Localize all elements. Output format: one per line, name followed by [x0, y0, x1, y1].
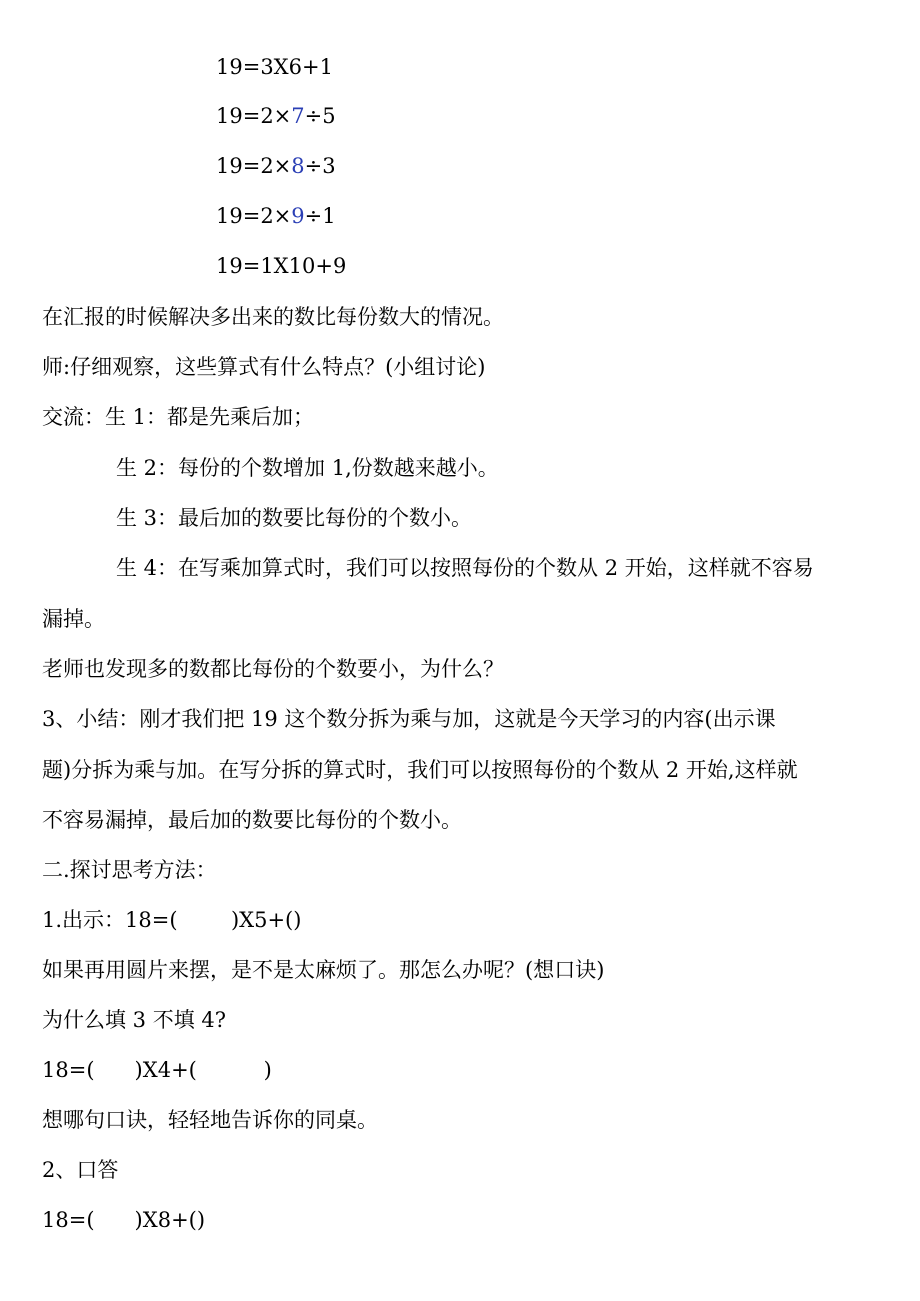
paragraph-line: 如果再用圆片来摆，是不是太麻烦了。那怎么办呢？(想口诀): [42, 958, 605, 982]
paragraph-line: 生 2：每份的个数增加 1,份数越来越小。: [116, 456, 499, 480]
equation-text: ÷3: [304, 154, 336, 178]
paragraph-line: 为什么填 3 不填 4?: [42, 1008, 227, 1032]
equation-text: ÷1: [304, 204, 336, 228]
equation-text: 19=2×: [216, 154, 292, 178]
paragraph-line: 生 3：最后加的数要比每份的个数小。: [116, 506, 473, 530]
equation-highlight: 8: [291, 154, 305, 178]
equation-1: [216, 55, 333, 79]
equation-highlight: 7: [291, 104, 305, 128]
paragraph-line: 想哪句口诀，轻轻地告诉你的同桌。: [42, 1108, 378, 1132]
paragraph-line: 漏掉。: [42, 607, 105, 631]
equation-text: 19=2×: [216, 204, 292, 228]
equation-text: ÷5: [304, 104, 336, 128]
paragraph-line: 交流：生 1：都是先乘后加；: [42, 405, 315, 429]
paragraph-line: 题)分拆为乘与加。在写分拆的算式时，我们可以按照每份的个数从 2 开始,这样就: [42, 758, 798, 782]
equation-highlight: 9: [291, 204, 305, 228]
equation-text: 19=2×: [216, 104, 292, 128]
paragraph-line: 生 4：在写乘加算式时，我们可以按照每份的个数从 2 开始，这样就不容易: [116, 556, 814, 580]
paragraph-line: 师:仔细观察，这些算式有什么特点？(小组讨论): [42, 355, 486, 379]
equation-5: [216, 254, 346, 278]
paragraph-line: 不容易漏掉，最后加的数要比每份的个数小。: [42, 808, 462, 832]
paragraph-line: 18=( )X8+(): [42, 1208, 206, 1232]
paragraph-line: 2、口答: [42, 1158, 119, 1182]
paragraph-line: 18=( )X4+( ): [42, 1058, 272, 1082]
equation-text: 19=3X6+1: [216, 55, 333, 79]
paragraph-line: 在汇报的时候解决多出来的数比每份数大的情况。: [42, 305, 504, 329]
equation-2: [216, 104, 336, 128]
equation-text: 19=1X10+9: [216, 254, 347, 278]
paragraph-line: 老师也发现多的数都比每份的个数要小，为什么？: [42, 657, 504, 681]
section-heading: 二.探讨思考方法：: [42, 858, 217, 882]
paragraph-line: 1.出示：18=( )X5+(): [42, 908, 302, 932]
equation-3: [216, 154, 336, 178]
equation-4: [216, 204, 336, 228]
paragraph-line: 3、小结：刚才我们把 19 这个数分拆为乘与加，这就是今天学习的内容(出示课: [42, 707, 776, 731]
